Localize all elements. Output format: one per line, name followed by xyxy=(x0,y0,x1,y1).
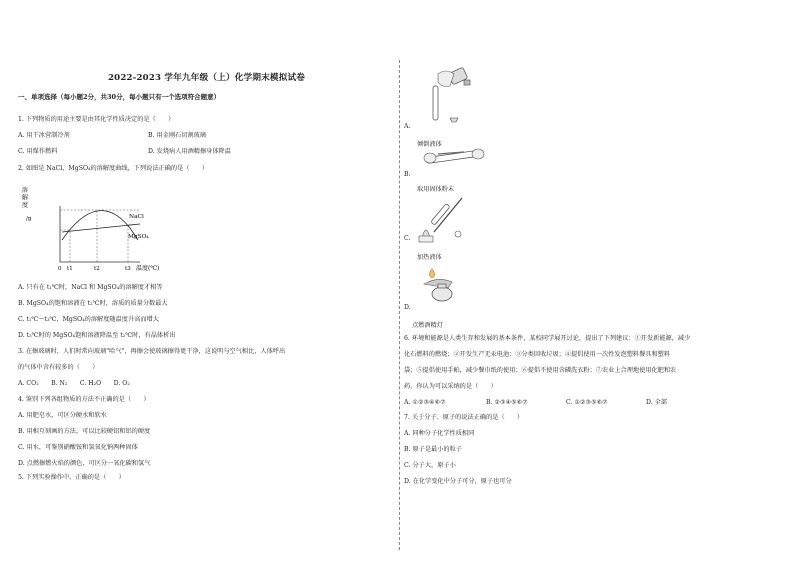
tick-t1: t1 xyxy=(67,266,73,272)
solubility-chart xyxy=(18,180,168,276)
tick-t3: t3 xyxy=(125,266,131,272)
q7-option-d[interactable]: D. 在化学变化中分子可分，原子也可分 xyxy=(404,478,512,485)
q5-option-a-label: 倾倒液体 xyxy=(417,141,442,148)
q5-option-c-label: 加热液体 xyxy=(417,254,442,261)
nacl-label: NaCl xyxy=(129,214,144,220)
q1-option-b[interactable]: B. 用金刚石切割玻璃 xyxy=(148,132,206,139)
q5-stem: 5. 下列实验操作中，正确的是（ ） xyxy=(18,474,125,481)
solid-powder-figure xyxy=(420,142,490,174)
q7-option-c[interactable]: C. 分子大，原子小 xyxy=(404,462,456,469)
q5-option-d[interactable]: D. xyxy=(404,304,411,311)
q5-option-a[interactable]: A. xyxy=(404,123,411,130)
q2-stem: 2. 如图是 NaCl、MgSO₄的溶解度曲线，下列说法正确的是（ ） xyxy=(18,165,209,172)
q7-option-a[interactable]: A. 同种分子化学性质相同 xyxy=(404,430,475,437)
q6-stem-line2: 化石燃料的燃烧；②开发生产无汞电池；③分类回收垃圾；④提倡使用一次性发泡塑料餐具和塑料 xyxy=(404,351,671,358)
q6-stem-line1: 6. 环境和能源是人类生存和发展的基本条件，某校同学展开讨论，提出了下列建议：①开发新能源，减少 xyxy=(404,335,691,342)
q6-option-d[interactable]: D. 全部 xyxy=(646,399,668,406)
pouring-liquid-figure xyxy=(420,64,480,126)
q3-stem: 3. 在擦玻璃时，人们时常向玻璃"哈气"，再擦会使玻璃擦得更干净，这说明与空气相比，人体呼出 xyxy=(18,348,286,355)
chart-xlabel: 温度(℃) xyxy=(136,265,160,272)
q6-stem-line4: 药。你认为可以采纳的是（ ） xyxy=(404,383,497,390)
q7-option-b[interactable]: B. 原子是最小的粒子 xyxy=(404,446,462,453)
q1-stem: 1. 下列物质的用途主要是由其化学性质决定的是（ ） xyxy=(18,116,175,123)
q6-option-b[interactable]: B. ②③④⑤⑥⑦ xyxy=(486,399,528,406)
q5-option-c[interactable]: C. xyxy=(404,235,411,242)
q2-option-a[interactable]: A. 只有在 t₁℃时，NaCl 和 MgSO₄的溶解度才相等 xyxy=(18,284,163,291)
q6-option-a[interactable]: A. ①②③④⑥⑦ xyxy=(404,399,446,406)
chart-ylabel: 溶解度 xyxy=(22,187,29,209)
chart-ylabel-unit: /g xyxy=(26,216,32,222)
q1-option-d[interactable]: D. 发烧病人用酒精擦身体降温 xyxy=(148,148,231,155)
q1-option-a[interactable]: A. 用干冰营制冷剂 xyxy=(18,132,70,139)
q4-option-a[interactable]: A. 用肥皂水，可区分硬水和软水 xyxy=(18,412,107,419)
lighting-lamp-figure xyxy=(418,264,468,304)
q7-stem: 7. 关于分子、原子的说法正确的是（ ） xyxy=(404,414,524,421)
q4-option-d[interactable]: D. 点燃擦燃火焰的颜色，可区分一氧化碳和氢气 xyxy=(18,460,151,467)
mgso4-label: MgSO₄ xyxy=(128,234,149,240)
q5-option-b[interactable]: B. xyxy=(404,171,411,178)
q2-option-b[interactable]: B. MgSO₄的饱和溶液在 t₂℃时，溶质的质量分数最大 xyxy=(18,300,168,307)
q1-option-c[interactable]: C. 用煤作燃料 xyxy=(18,148,58,155)
q5-option-d-label: 点燃酒精灯 xyxy=(412,322,443,329)
q3-options[interactable]: A. CO₂ B. N₂ C. H₂O D. O₂ xyxy=(18,380,130,387)
q4-option-c[interactable]: C. 用水，可鉴别硝酸铵和氢氧化钠两种固体 xyxy=(18,444,138,451)
heating-liquid-figure xyxy=(414,192,474,244)
column-divider xyxy=(399,60,400,550)
tick-t2: t2 xyxy=(94,266,100,272)
q6-option-c[interactable]: C. ①②③⑤⑥⑦ xyxy=(566,399,608,406)
q6-stem-line3: 袋；⑤提倡使用手帕，减少餐巾纸的使用；⑥提倡不使用含磷洗衣粉；⑦农业上合理地使用化肥和农 xyxy=(404,367,677,374)
q5-option-b-label: 取用固体粉末 xyxy=(417,186,455,193)
exam-title: 2022-2023 学年九年级（上）化学期末模拟试卷 xyxy=(108,73,306,83)
q2-option-c[interactable]: C. t₁℃～t₃℃，MgSO₄的溶解度随温度升高而增大 xyxy=(18,316,159,323)
q2-option-d[interactable]: D. t₃℃时的 MgSO₄饱和溶液降温至 t₂℃时，有晶体析出 xyxy=(18,332,176,339)
q4-stem: 4. 鉴别下列各组物质的方法不正确的是（ ） xyxy=(18,396,150,403)
q4-option-b[interactable]: B. 用相互刻画的方法，可以比较硬铝和铝的硬度 xyxy=(18,428,151,435)
section-heading: 一、单项选择（每小题2分，共30分，每小题只有一个选项符合题意） xyxy=(18,93,221,101)
tick-0: 0 xyxy=(58,266,62,272)
q3-stem-cont: 的气体中含有较多的（ ） xyxy=(18,364,99,371)
